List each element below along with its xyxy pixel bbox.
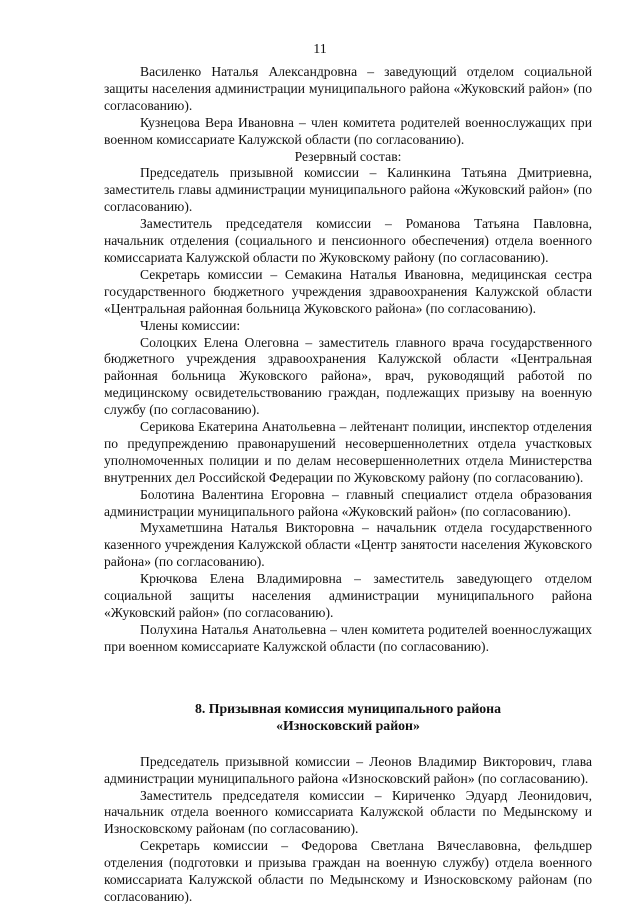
members-heading: Члены комиссии: <box>140 317 241 333</box>
member-paragraph: Василенко Наталья Александровна – заведующий отделом социальной защиты населения администрации муниципального района «Жуковский район» (по согласованию). <box>104 64 592 113</box>
member-paragraph: Секретарь комиссии – Семакина Наталья Ивановна, медицинская сестра государственного бюджетного учреждения здравоохранения Калужской области «Центральная районная больница Жуковского района» (по согласованию). <box>104 266 592 316</box>
member-paragraph: Кузнецова Вера Ивановна – член комитета родителей военнослужащих при военном комиссариате Калужской области (по согласованию). <box>104 114 592 147</box>
member-paragraph: Солоцких Елена Олеговна – заместитель главного врача государственного бюджетного учреждения здравоохранения Калужской области «Центральная районная больница Жуковского района», врач, руководящий работой по медицинскому освидетельствованию граждан, подлежащих призыву на военную службу (по согласованию). <box>104 334 592 418</box>
member-paragraph: Полухина Наталья Анатольевна – член комитета родителей военнослужащих при военном комиссариате Калужской области (по согласованию). <box>104 621 592 654</box>
member-paragraph: Мухаметшина Наталья Викторовна – начальник отдела государственного казенного учреждения Калужской области «Центр занятости населения Жуковского района» (по согласованию). <box>104 520 592 570</box>
member-paragraph: Секретарь комиссии – Федорова Светлана Вячеславовна, фельдшер отделения (подготовки и призыва граждан на военную службу) отдела военного комиссариата Калужской области по Медынскому и Износковскому районам (по согласованию). <box>104 838 592 904</box>
member-paragraph: Председатель призывной комиссии – Калинкина Татьяна Дмитриевна, заместитель главы администрации муниципального района «Жуковский район» (по согласованию). <box>104 165 592 215</box>
member-paragraph: Председатель призывной комиссии – Леонов Владимир Викторович, глава администрации муниципального района «Износковский район» (по согласованию). <box>104 753 592 786</box>
page-number: 11 <box>313 42 327 57</box>
section-title-line1: 8. Призывная комиссия муниципального района <box>194 700 502 716</box>
member-paragraph: Серикова Екатерина Анатольевна – лейтенант полиции, инспектор отделения по предупреждению правонарушений несовершеннолетних отдела участковых уполномоченных полиции и по делам несовершеннолетних отдела Министерства внутренних дел Российской Федерации по Жуковскому району (по согласованию). <box>104 419 592 485</box>
reserve-heading: Резервный состав: <box>294 148 402 164</box>
document-body <box>104 64 592 906</box>
section-title-line2: «Износковский район» <box>276 717 420 733</box>
member-paragraph: Заместитель председателя комиссии – Кириченко Эдуард Леонидович, начальник отдела военного комиссариата Калужской области по Медынскому и Износковскому районам (по согласованию). <box>104 787 592 837</box>
member-paragraph: Болотина Валентина Егоровна – главный специалист отдела образования администрации муниципального района «Жуковский район» (по согласованию). <box>104 486 592 519</box>
section-title <box>104 700 592 734</box>
member-paragraph: Крючкова Елена Владимировна – заместитель заведующего отделом социальной защиты населения администрации муниципального района «Жуковский район» (по согласованию). <box>104 571 592 620</box>
member-paragraph: Заместитель председателя комиссии – Романова Татьяна Павловна, начальник отделения (социального и пенсионного обеспечения) отдела военного комиссариата Калужской области по Жуковскому району (по согласованию). <box>104 216 592 265</box>
